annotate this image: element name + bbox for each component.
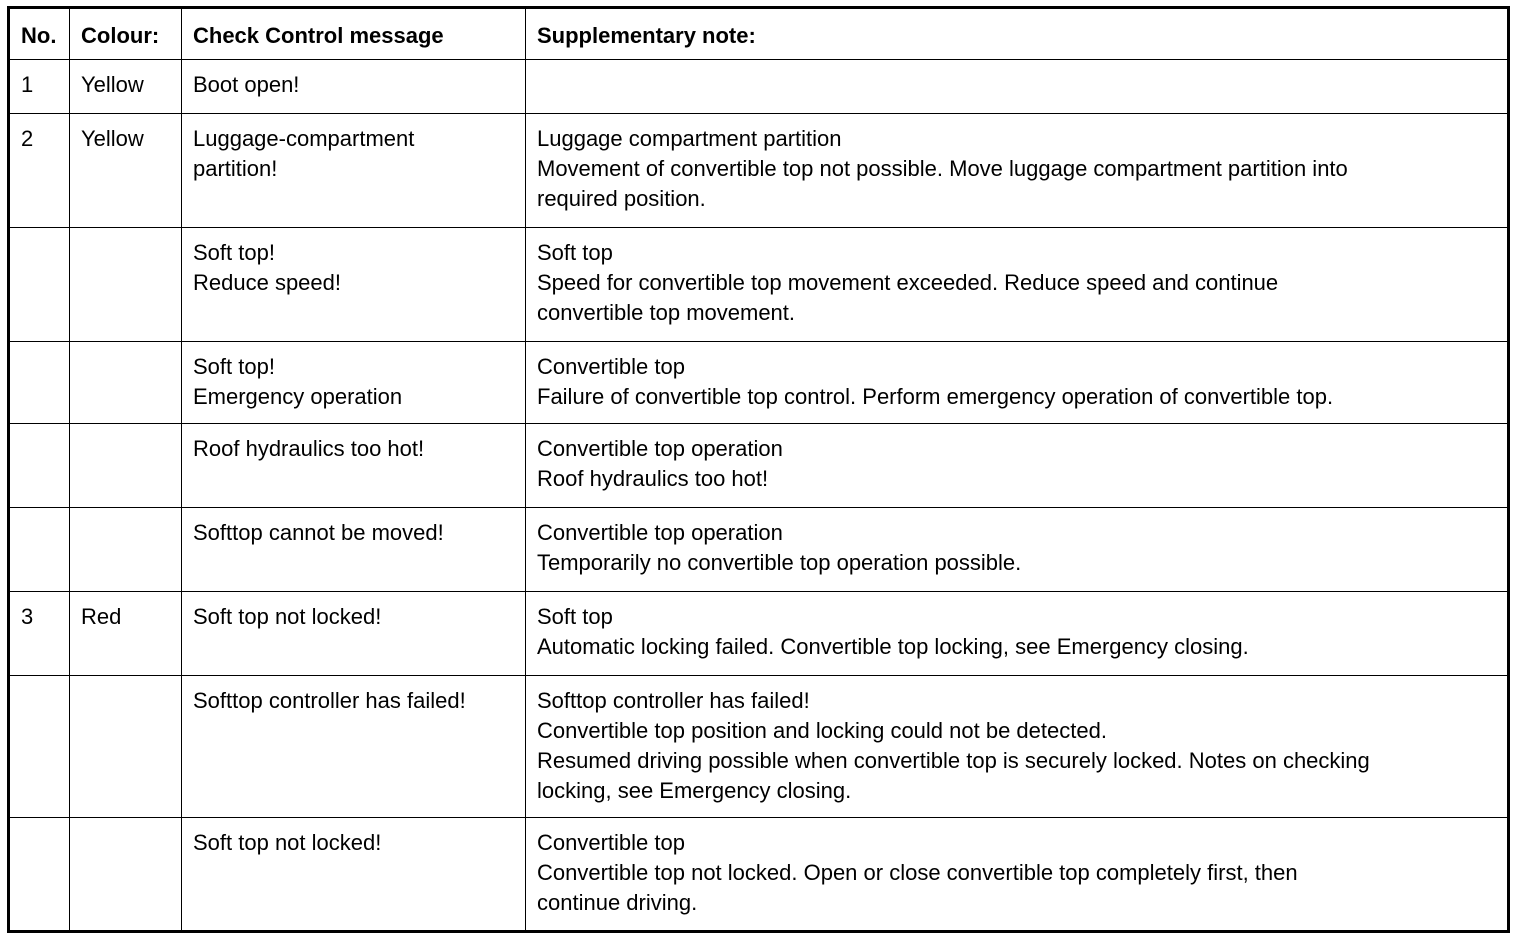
note-line: Temporarily no convertible top operation possible.: [537, 550, 1022, 575]
note-line: convertible top movement.: [537, 300, 796, 325]
cell-message: [182, 508, 526, 592]
cell-message: [182, 60, 526, 114]
header-colour: Colour:: [70, 8, 182, 60]
message-line: Soft top!: [193, 240, 275, 265]
cell-message: [182, 228, 526, 342]
cell-message: [182, 676, 526, 818]
note-line: Speed for convertible top movement exceeded. Reduce speed and continue: [537, 270, 1279, 295]
table-row: [9, 508, 1509, 592]
header-note: Supplementary note:: [526, 8, 1509, 60]
note-line: continue driving.: [537, 890, 698, 915]
message-line: Soft top not locked!: [193, 830, 382, 855]
cell-no: [9, 228, 70, 342]
table-row: [9, 818, 1509, 932]
message-line: Reduce speed!: [193, 270, 341, 295]
cell-message: [182, 592, 526, 676]
note-line: Resumed driving possible when convertible top is securely locked. Notes on checking: [537, 748, 1370, 773]
note-line: Convertible top: [537, 354, 685, 379]
message-line: Soft top!: [193, 354, 275, 379]
cell-no: [9, 508, 70, 592]
cell-note: [526, 424, 1509, 508]
cell-message: [182, 424, 526, 508]
table-row: [9, 342, 1509, 424]
note-line: Roof hydraulics too hot!: [537, 466, 769, 491]
note-line: Soft top: [537, 240, 613, 265]
cell-colour: [70, 424, 182, 508]
table-row: [9, 60, 1509, 114]
message-line: Softtop cannot be moved!: [193, 520, 444, 545]
cell-no: [9, 818, 70, 932]
message-line: Boot open!: [193, 72, 300, 97]
header-message: Check Control message: [182, 8, 526, 60]
message-line: Emergency operation: [193, 384, 403, 409]
cell-note: [526, 508, 1509, 592]
cell-colour: Yellow: [70, 60, 182, 114]
cell-message: [182, 818, 526, 932]
cell-message: [182, 114, 526, 228]
cell-colour: Yellow: [70, 114, 182, 228]
note-line: Automatic locking failed. Convertible top locking, see Emergency closing.: [537, 634, 1249, 659]
note-line: required position.: [537, 186, 706, 211]
table-row: [9, 676, 1509, 818]
cell-no: 1: [9, 60, 70, 114]
cell-colour: [70, 818, 182, 932]
message-line: Roof hydraulics too hot!: [193, 436, 425, 461]
message-line: Luggage-compartment: [193, 126, 415, 151]
message-line: partition!: [193, 156, 278, 181]
cell-no: [9, 342, 70, 424]
table-row: [9, 424, 1509, 508]
check-control-table: [7, 6, 1510, 933]
message-line: Softtop controller has failed!: [193, 688, 466, 713]
note-line: Movement of convertible top not possible. Move luggage compartment partition into: [537, 156, 1348, 181]
cell-colour: [70, 508, 182, 592]
note-line: locking, see Emergency closing.: [537, 778, 852, 803]
cell-colour: [70, 342, 182, 424]
table-row: [9, 114, 1509, 228]
cell-note: [526, 60, 1509, 114]
note-line: Convertible top position and locking could not be detected.: [537, 718, 1107, 743]
table-row: [9, 592, 1509, 676]
note-line: Failure of convertible top control. Perform emergency operation of convertible top.: [537, 384, 1334, 409]
table-row: [9, 228, 1509, 342]
table-header-row: [9, 8, 1509, 60]
note-line: Soft top: [537, 604, 613, 629]
note-line: Convertible top: [537, 830, 685, 855]
note-line: Convertible top not locked. Open or close convertible top completely first, then: [537, 860, 1298, 885]
cell-note: [526, 228, 1509, 342]
table-body: [9, 60, 1509, 932]
cell-no: 3: [9, 592, 70, 676]
cell-no: [9, 676, 70, 818]
note-line: Convertible top operation: [537, 520, 783, 545]
note-line: Luggage compartment partition: [537, 126, 842, 151]
header-no: No.: [9, 8, 70, 60]
note-line: Convertible top operation: [537, 436, 783, 461]
cell-note: [526, 342, 1509, 424]
message-line: Soft top not locked!: [193, 604, 382, 629]
cell-colour: Red: [70, 592, 182, 676]
cell-colour: [70, 228, 182, 342]
cell-message: [182, 342, 526, 424]
cell-colour: [70, 676, 182, 818]
cell-note: [526, 592, 1509, 676]
cell-note: [526, 818, 1509, 932]
cell-note: [526, 676, 1509, 818]
cell-no: 2: [9, 114, 70, 228]
cell-no: [9, 424, 70, 508]
note-line: Softtop controller has failed!: [537, 688, 810, 713]
cell-note: [526, 114, 1509, 228]
